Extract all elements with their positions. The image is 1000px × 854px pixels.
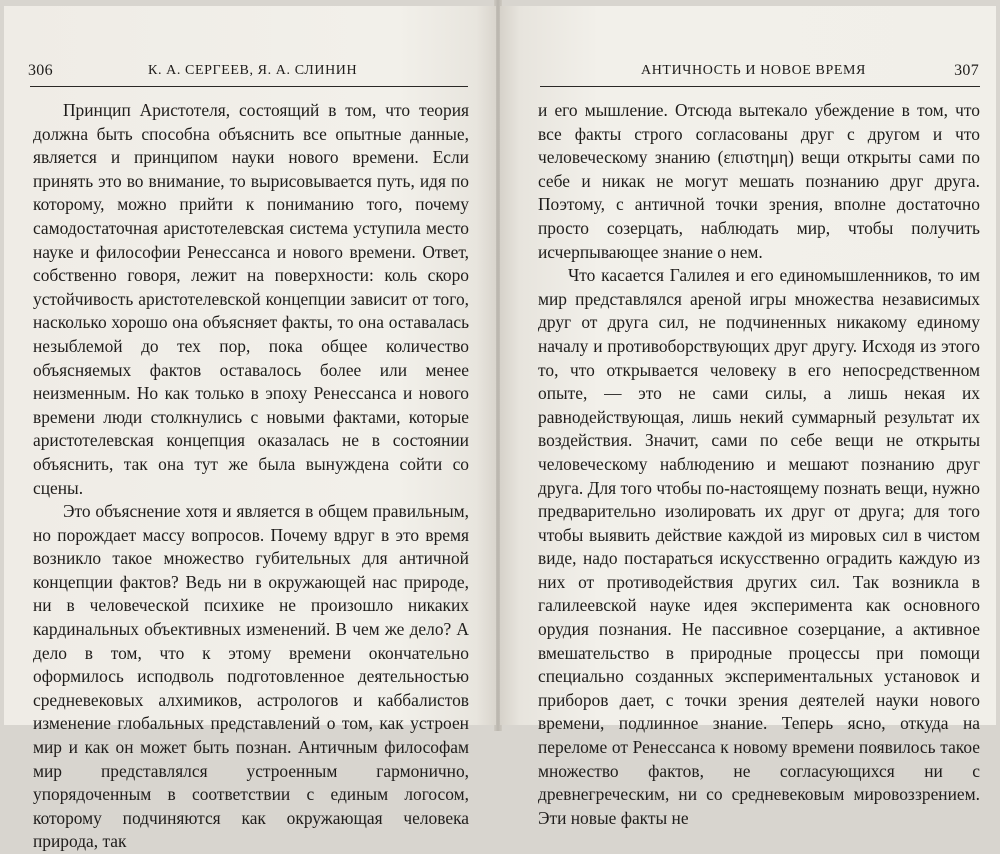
left-page-number: 306 [28, 62, 53, 79]
right-header-rule [540, 86, 980, 87]
left-page-header [28, 62, 468, 84]
right-running-title: АНТИЧНОСТЬ И НОВОЕ ВРЕМЯ [641, 63, 866, 78]
left-page-body [33, 99, 469, 854]
right-page-number: 307 [954, 62, 979, 79]
left-header-rule [30, 86, 468, 87]
right-paragraph-1: и его мышление. Отсюда вытекало убеждение в том, что все факты строго согласованы друг с другом и что человеческому знанию (επιστημη) вещи открыты сами по себе и никак не могут мешать познанию друг друга. Поэтому, с античной точки зрения, вполне достаточно просто созерцать, наблюдать мир, чтобы получить исчерпывающее знание о нем. [538, 100, 980, 262]
left-running-title: К. А. СЕРГЕЕВ, Я. А. СЛИНИН [148, 63, 358, 78]
right-page [500, 6, 996, 828]
right-page-header [541, 62, 979, 84]
left-page [4, 6, 496, 852]
left-paragraph-2: Это объяснение хотя и является в общем правильным, но порождает массу вопросов. Почему вдруг в это время возникло такое множество губительных для античной концепции фактов? Ведь ни в окружающей нас природе, ни в человеческой психике не произошло никаких кардинальных объективных изменений. В чем же дело? А дело в том, что к этому времени окончательно оформилось исподволь подготовленное деятельностью средневековых алхимиков, астрологов и каббалистов изменение глобальных представлений о том, как устроен мир и как он может быть познан. Античным философам мир представлялся устроенным гармонично, упорядоченным в соответствии с единым логосом, которому подчиняются как окружающая человека природа, так [33, 501, 469, 852]
right-page-body [538, 99, 980, 830]
left-paragraph-1: Принцип Аристотеля, состоящий в том, что теория должна быть способна объяснить все опытные данные, является и принципом науки нового времени. Если принять это во внимание, то вырисовывается путь, идя по которому, можно прийти к пониманию того, почему самодостаточная аристотелевская система уступила место науке и философии Ренессанса и нового времени. Ответ, собственно говоря, лежит на поверхности: коль скоро устойчивость аристотелевской концепции зависит от того, насколько хорошо она объясняет факты, то она оставалась незыблемой до тех пор, пока общее количество объясняемых фактов оставалось более или менее неизменным. Но как только в эпоху Ренессанса и нового времени люди столкнулись с новыми фактами, которые аристотелевская концепция оказалась не в состоянии объяснить, так она тут же была вынуждена сойти со сцены. [33, 100, 469, 498]
right-paragraph-2: Что касается Галилея и его единомышленников, то им мир представлялся ареной игры множества независимых друг от друга сил, не подчиненных никакому единому началу и противоборствующих друг другу. Исходя из этого то, что открывается человеку в его непосредственном опыте, — это не сами силы, а лишь некая их равнодействующая, лишь некий суммарный результат их воздействия. Значит, сами по себе вещи не открыты человеческому наблюдению и мешают познанию друг друга. Для того чтобы по-настоящему познать вещи, нужно предварительно изолировать их друг от друга; для того чтобы выявить действие каждой из мировых сил в чистом виде, надо постараться искусственно оградить каждую из них от противодействия других сил. Так возникла в галилеевской науке идея эксперимента как основного орудия познания. Не пассивное созерцание, а активное вмешательство в природные процессы при помощи специально созданных экспериментальных установок и приборов дает, с точки зрения деятелей науки нового времени, подлинное знание. Теперь ясно, откуда на переломе от Ренессанса к новому времени появилось такое множество фактов, не согласующихся ни с древнегреческим, ни со средневековым мировоззрением. Эти новые факты не [538, 265, 980, 828]
